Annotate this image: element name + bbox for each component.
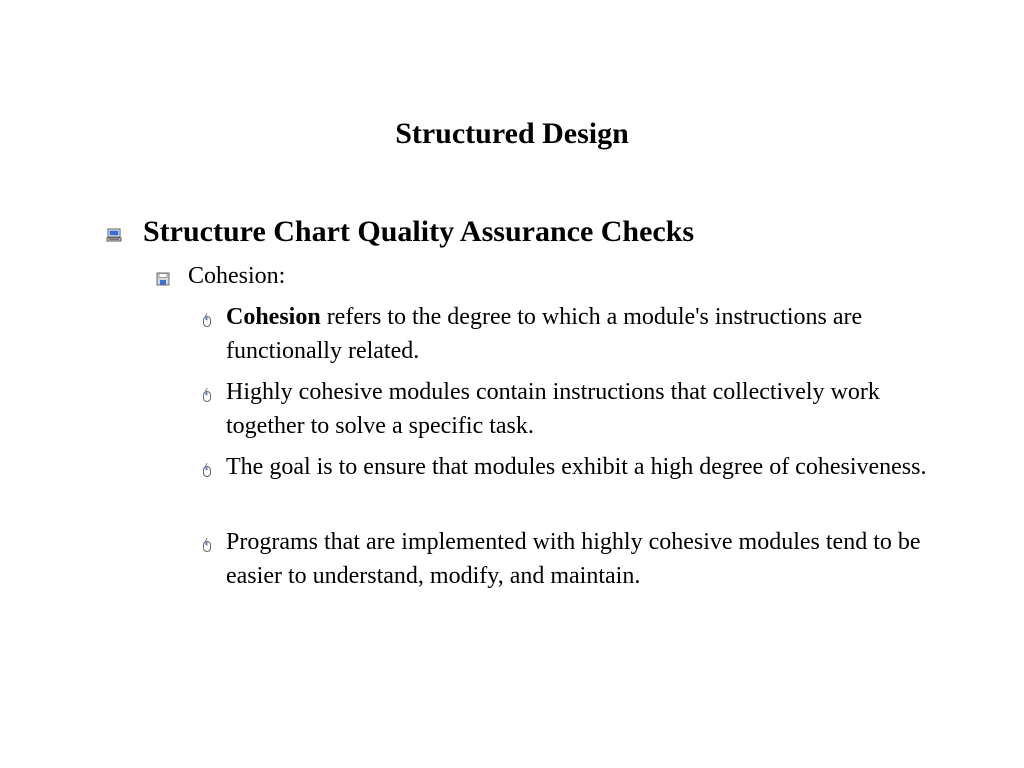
list-item-goal: The goal is to ensure that modules exhibit a high degree of cohesiveness. xyxy=(226,454,927,480)
cohesion-term: Cohesion xyxy=(226,304,321,330)
slide-title: Structured Design xyxy=(395,117,629,150)
heading-structure-chart-checks: Structure Chart Quality Assurance Checks xyxy=(143,215,695,248)
list-item-highly-cohesive: Highly cohesive modules contain instructions that collectively work together to solve a specific task. xyxy=(226,379,880,439)
cohesion-definition-text: refers to the degree to which a module's instructions are functionally related. xyxy=(226,304,863,364)
list-item-cohesion-definition xyxy=(226,300,956,368)
mouse-icon xyxy=(200,387,214,403)
list-item-programs: Programs that are implemented with highly cohesive modules tend to be easier to understand, modify, and maintain. xyxy=(226,529,921,589)
computer-icon xyxy=(106,227,122,243)
floppy-disk-icon xyxy=(156,272,170,286)
mouse-icon xyxy=(200,462,214,478)
mouse-icon xyxy=(200,312,214,328)
subheading-cohesion: Cohesion: xyxy=(188,263,286,289)
mouse-icon xyxy=(200,537,214,553)
